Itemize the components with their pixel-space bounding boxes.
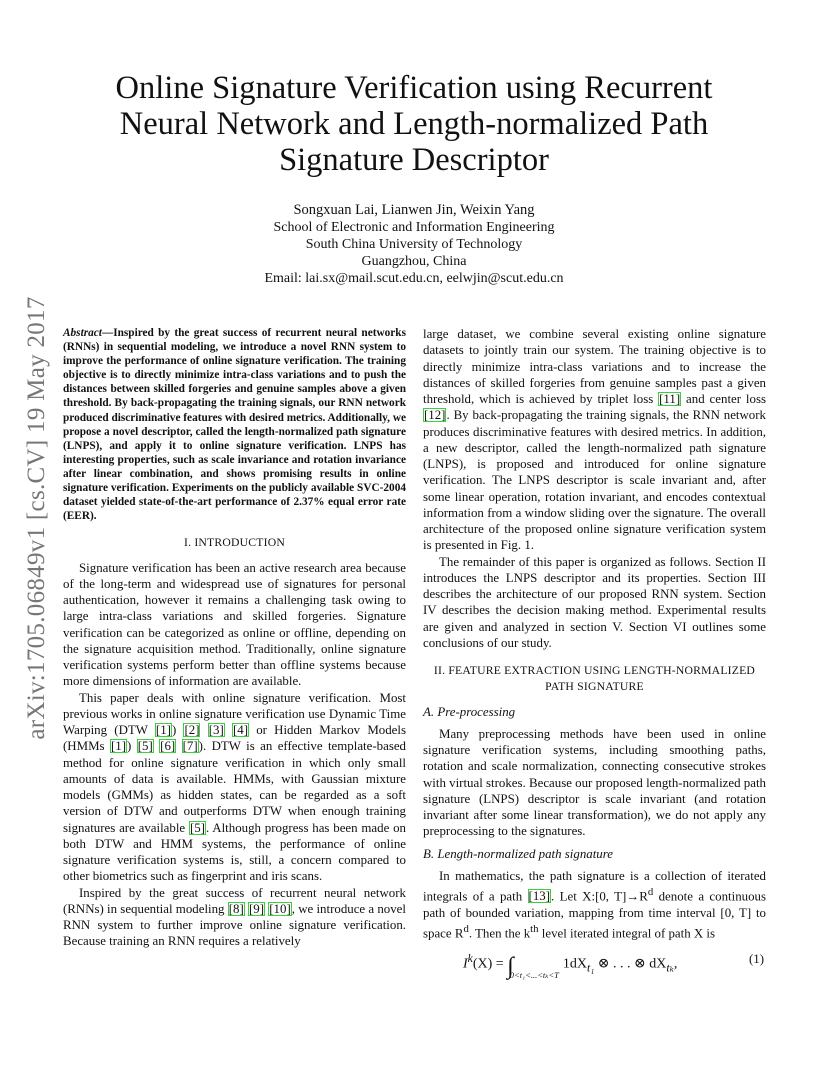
citation-link[interactable]: [10]: [269, 901, 291, 916]
author-university: South China University of Technology: [305, 237, 523, 252]
author-block: [90, 202, 738, 287]
subsection-heading-preprocessing: A. Pre-processing: [423, 704, 516, 719]
abstract-label: Abstract: [63, 327, 102, 339]
citation-link[interactable]: [5]: [137, 739, 153, 754]
citation-link[interactable]: [11]: [659, 392, 681, 406]
abstract-text: —Inspired by the great success of recurrent neural networks (RNNs) in sequential modeling, we introduce a novel RNN system to improve the performance of online signature verification. The training objective is to directly minimize intra-class variations and to push the distances between skilled forgeries and genuine samples above a given threshold. By back-propagating the training signals, our RNN network produced discriminative features with desired metrics. Additionally, we propose a novel descriptor, called the length-normalized path signature (LNPS), and apply it to online signature verification. LNPS has interesting properties, such as scale invariance and rotation invariance after linear combination, and shows promising results in online signature verification. Experiments on the publicly available SVC-2004 dataset yielded state-of-the-art performance of 2.37% equal error rate (EER).: [63, 327, 406, 523]
section-heading-feature-extraction: II. FEATURE EXTRACTION USING LENGTH-NORMALIZED PATH SIGNATURE: [433, 664, 756, 694]
arxiv-sidebar-stamp: [14, 278, 60, 758]
arxiv-id: arXiv:1705.06849v1 [cs.CV] 19 May 2017: [23, 296, 50, 740]
intro-paragraph-3: Inspired by the great success of recurrent neural network (RNNs) in sequential modeling [8] [9] [10], we introduce a novel RNN system to further improve online signature verification. Because training an RNN requires a relatively: [63, 885, 406, 949]
citation-link[interactable]: [2]: [184, 723, 200, 738]
citation-link[interactable]: [13]: [528, 889, 551, 904]
citation-link[interactable]: [8]: [228, 901, 244, 916]
citation-link[interactable]: [4]: [232, 723, 248, 738]
citation-link[interactable]: [12]: [424, 408, 446, 423]
title-line-2: Neural Network and Length-normalized Path: [119, 106, 709, 142]
citation-link[interactable]: [6]: [160, 739, 176, 754]
equation-number: (1): [748, 952, 764, 967]
left-column: [63, 326, 406, 950]
title-line-1: Online Signature Verification using Recurrent: [115, 70, 713, 106]
author-names: Songxuan Lai, Lianwen Jin, Weixin Yang: [293, 202, 535, 218]
right-paragraph-1: large dataset, we combine several existing online signature datasets to jointly train our system. The training objective is to directly minimize intra-class variations and to increase the distances of skilled forgeries from genuine samples past a given threshold, which is achieved by triplet loss [11] and center loss [12]. By back-propagating the training signals, the RNN network produces discriminative features with desired metrics. In addition, a new descriptor, called the length-normalized path signature (LNPS), is proposed and introduced for online signature verification. The LNPS descriptor is scale invariant and, after some linear operation, rotation invariant, and encodes contextual information from a window sliding over the signature. The overall architecture of the proposed online signature verification system is presented in Fig. 1.: [423, 327, 766, 553]
citation-link[interactable]: [7]: [182, 739, 198, 754]
citation-link[interactable]: [5]: [189, 820, 205, 835]
paper-title: [90, 70, 738, 178]
preprocessing-paragraph: Many preprocessing methods have been used in online signature verification systems, including smoothing paths, rotation and scale normalization, connecting consecutive strokes with virtual strokes. Because our proposed length-normalized path signature (LNPS) descriptor is scale invariant (and rotation invariant after some linear transformation), we do not apply any preprocessing to the signatures.: [423, 726, 766, 839]
lnps-paragraph: In mathematics, the path signature is a collection of iterated integrals of a path [13]. Let X:[0, $T]\to R^d$ denote a continuous path of bounded variation, mapping from time interval [0, T] to space $R^d$. Then the $k^{th}$ level iterated integral of path X is: [423, 868, 767, 941]
citation-link[interactable]: [1]: [110, 739, 126, 754]
right-paragraph-2: The remainder of this paper is organized as follows. Section II introduces the LNPS descriptor and its properties. Section III describes the architecture of our proposed RNN system. Section IV describes the decision making method. Experimental results are given and analyzed in section V. Section VI outlines some conclusions of our study.: [423, 554, 766, 650]
equation-1: [423, 947, 766, 987]
abstract: [63, 326, 406, 523]
section-heading-introduction: I. INTRODUCTION: [183, 536, 286, 550]
citation-link[interactable]: [1]: [155, 723, 171, 738]
intro-paragraph-2: This paper deals with online signature verification. Most previous works in online signature verification use Dynamic Time Warping (DTW [1]) [2] [3] [4] or Hidden Markov Models (HMMs [1]) [5] [6] [7]). DTW is an effective template-based method for online signature verification in which only small amounts of data is available. HMMs, with Gaussian mixture models (GMMs) as hidden states, can be regarded as a soft version of DTW and outperforms DTW when enough training signatures are available [5]. Although progress has been made on both DTW and HMM systems, the performance of online signature verification systems is, still, a concern compared to other biometrics such as fingerprint and iris scans.: [63, 690, 407, 884]
title-line-3: Signature Descriptor: [279, 142, 549, 178]
subsection-heading-lnps: B. Length-normalized path signature: [423, 846, 614, 861]
citation-link[interactable]: [3]: [208, 723, 224, 738]
intro-paragraph-1: Signature verification has been an active research area because of the long-term and widespread use of signatures for personal authentication, however it remains a challenging task owing to large intra-class variations and skilled forgeries. Signature verification can be categorized as online or offline, depending on the signature acquisition method. Traditionally, online signature verification systems perform better than offline systems because more dimensions of information are available.: [63, 560, 406, 689]
right-column: [423, 326, 766, 987]
equation-body: $I^k(X) = \int_{0<t_1<...<t_k<T}1dX_{t_1}$ ⊗ . . . ⊗ $dX_{t_k}$,: [463, 952, 678, 980]
author-city: Guangzhou, China: [361, 254, 467, 269]
citation-link[interactable]: [9]: [249, 901, 265, 916]
author-email: Email: lai.sx@mail.scut.edu.cn, eelwjin@scut.edu.cn: [264, 271, 564, 286]
author-school: School of Electronic and Information Engineering: [273, 220, 555, 235]
